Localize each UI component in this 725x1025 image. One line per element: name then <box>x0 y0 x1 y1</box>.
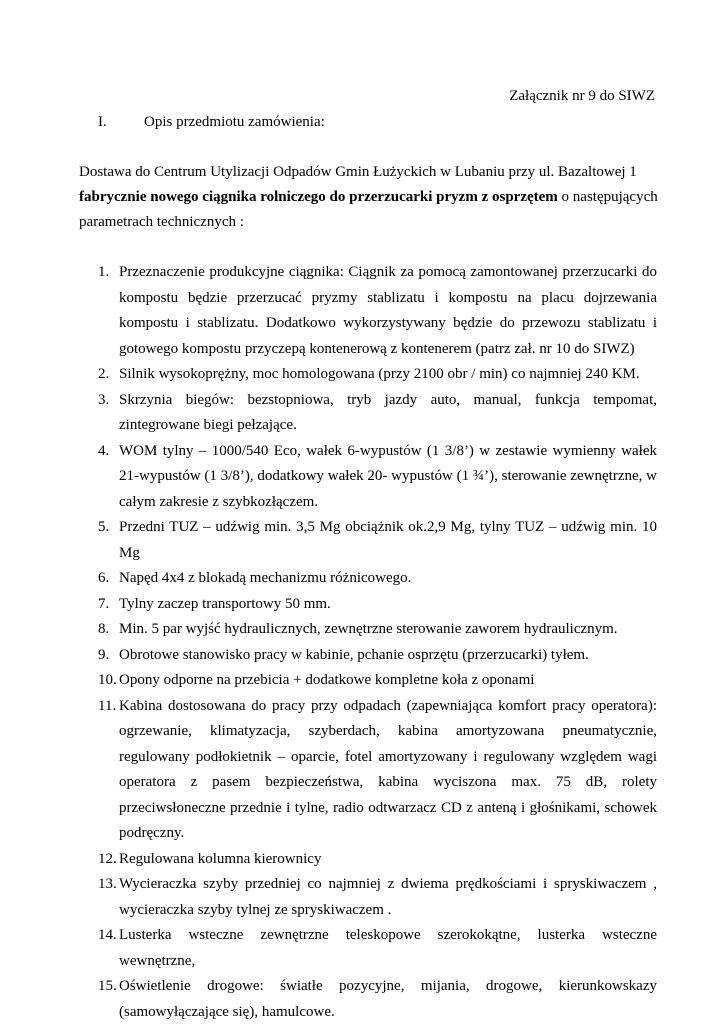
list-item-text: Regulowana kolumna kierownicy <box>119 850 322 867</box>
list-item-number: 9. <box>98 646 110 663</box>
list-item-number: 15. <box>98 978 117 994</box>
list-item <box>79 388 657 439</box>
list-item-text: Przeznaczenie produkcyjne ciągnika: Ciągnik za pomocą zamontowanej przerzucarki do kompostu będzie przerzucać pryzmy stablizatu i kompostu na placu dojrzewania kompostu i stablizatu. Dodatkowo wykorzystywany będzie do przewozu stablizatu i gotowego kompostu przyczepą kontenerową z kontenerem (patrz zał. nr 10 do SIWZ) <box>119 264 657 357</box>
specification-list <box>79 260 657 1025</box>
section-title: Opis przedmiotu zamówienia: <box>144 114 325 130</box>
list-item-text: Tylny zaczep transportowy 50 mm. <box>119 595 331 612</box>
list-item-number: 14. <box>98 927 117 943</box>
list-item-number: 6. <box>98 570 110 586</box>
intro-rest: o następujących parametrach technicznych : <box>79 189 658 230</box>
intro-bold-subject: fabrycznie nowego ciągnika rolniczego do przerzucarki pryzm z osprzętem <box>79 189 558 205</box>
list-item-text: Przedni TUZ – udźwig min. 3,5 Mg obciążnik ok.2,9 Mg, tylny TUZ – udźwig min. 10 Mg <box>119 519 657 561</box>
list-item-number: 11. <box>98 697 117 714</box>
annex-label: Załącznik nr 9 do SIWZ <box>509 88 655 104</box>
intro-paragraph <box>79 160 659 235</box>
list-item <box>79 923 657 974</box>
list-item-text: WOM tylny – 1000/540 Eco, wałek 6-wypustów (1 3/8’) w zestawie wymienny wałek 21-wypustów (1 3/8’), dodatkowy wałek 20- wypustów (1 ¾’), sterowanie zewnętrzne, w całym zakresie z szybkozłączem. <box>119 442 657 510</box>
list-item <box>79 668 657 694</box>
list-item-number: 5. <box>98 519 110 535</box>
list-item-number: 12. <box>98 850 117 867</box>
list-item <box>79 643 657 669</box>
list-item <box>79 592 657 618</box>
list-item <box>79 617 657 643</box>
list-item-number: 2. <box>98 366 110 382</box>
list-item <box>79 439 657 516</box>
list-item-text: Min. 5 par wyjść hydraulicznych, zewnętrzne sterowanie zaworem hydraulicznym. <box>119 621 618 637</box>
list-item-text: Wycieraczka szyby przedniej co najmniej z dwiema prędkościami i spryskiwaczem , wycieraczka szyby tylnej ze spryskiwaczem . <box>119 876 657 918</box>
list-item <box>79 362 657 388</box>
list-item <box>79 260 657 362</box>
list-item-text: Napęd 4x4 z blokadą mechanizmu różnicowego. <box>119 570 412 586</box>
list-item-number: 4. <box>98 442 110 459</box>
section-number: I. <box>98 114 107 130</box>
intro-line1: Dostawa do Centrum Utylizacji Odpadów Gmin Łużyckich w Lubaniu przy ul. Bazaltowej 1 <box>79 164 637 180</box>
list-item-number: 8. <box>98 621 110 637</box>
list-item-text: Kabina dostosowana do pracy przy odpadach (zapewniająca komfort pracy operatora): ogrzewanie, klimatyzacja, szyberdach, kabina amortyzowana pneumatycznie, regulowany podłokietnik – oparcie, fotel amortyzowany i regulowany względem wagi operatora z pasem bezpieczeństwa, kabina wyciszona max. 75 dB, rolety przeciwsłoneczne przednie i tylne, radio odtwarzacz CD z anteną i głośnikami, schowek podręczny. <box>119 697 657 841</box>
list-item-text: Opony odporne na przebicia + dodatkowe kompletne koła z oponami <box>119 672 535 688</box>
list-item-text: Lusterka wsteczne zewnętrzne teleskopowe szerokokątne, lusterka wsteczne wewnętrzne, <box>119 927 657 969</box>
list-item-text: Silnik wysokoprężny, moc homologowana (przy 2100 obr / min) co najmniej 240 KM. <box>119 366 640 382</box>
list-item-text: Skrzynia biegów: bezstopniowa, tryb jazdy auto, manual, funkcja tempomat, zintegrowane biegi pełzające. <box>119 391 657 433</box>
list-item <box>79 872 657 923</box>
list-item-number: 10. <box>98 672 117 688</box>
list-item <box>79 566 657 592</box>
list-item-text: Oświetlenie drogowe: światłe pozycyjne, mijania, drogowe, kierunkowskazy (samowyłączające się), hamulcowe. <box>119 978 657 1020</box>
list-item-number: 1. <box>98 264 110 280</box>
list-item <box>79 515 657 566</box>
list-item-number: 3. <box>98 391 110 408</box>
list-item <box>79 974 657 1025</box>
list-item-text: Obrotowe stanowisko pracy w kabinie, pchanie osprzętu (przerzucarki) tyłem. <box>119 646 589 663</box>
list-item-number: 7. <box>98 595 110 612</box>
list-item <box>79 847 657 873</box>
list-item <box>79 694 657 847</box>
section-heading <box>98 112 325 132</box>
list-item-number: 13. <box>98 876 117 892</box>
